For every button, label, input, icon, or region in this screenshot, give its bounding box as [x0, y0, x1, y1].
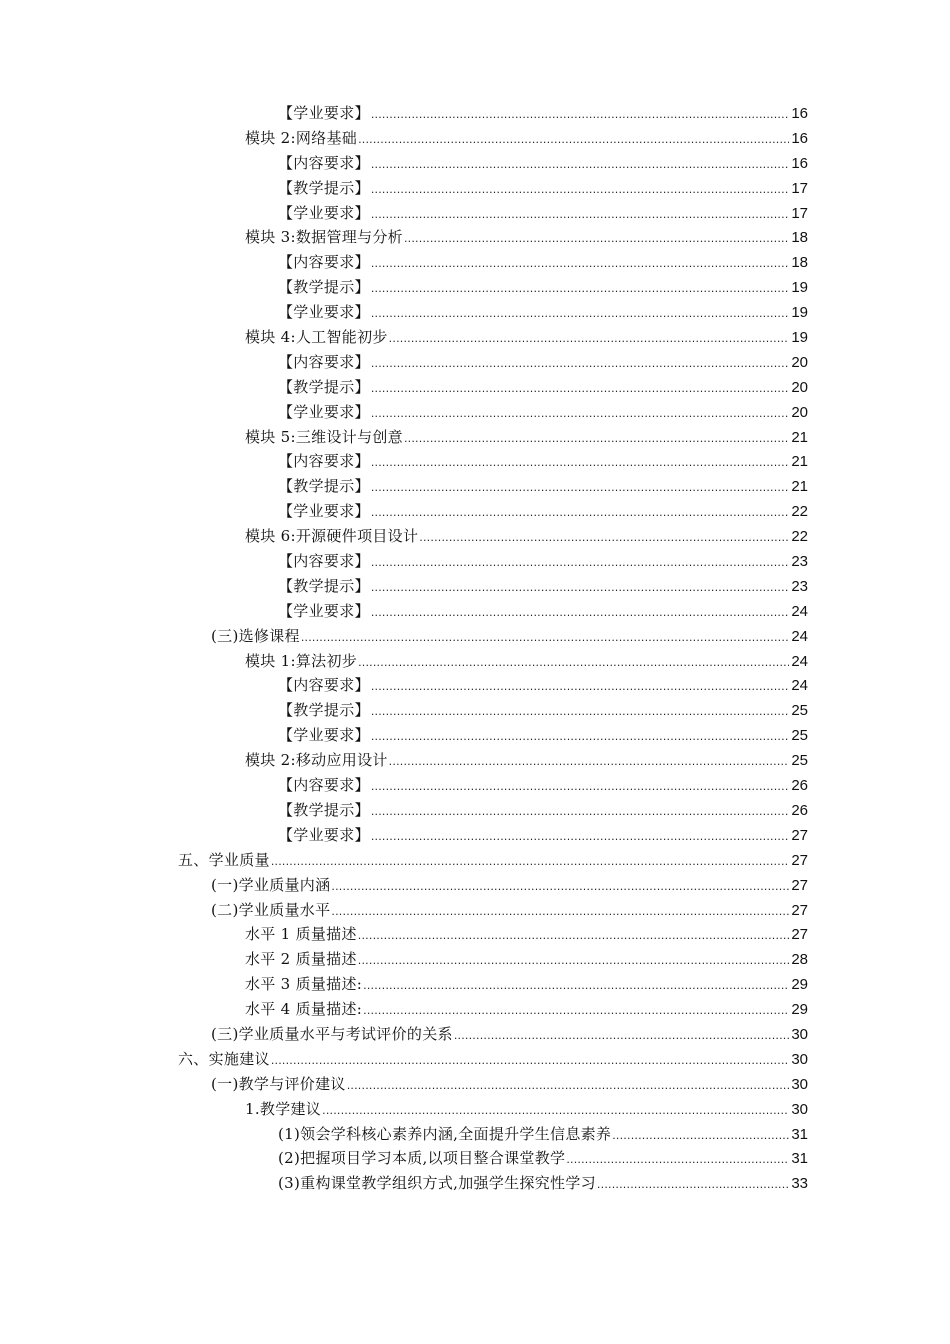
toc-entry-page-number: 18 [791, 254, 808, 272]
toc-entry[interactable] [0, 649, 950, 674]
toc-entry-title: (2)把握项目学习本质,以项目整合课堂教学 [278, 1149, 566, 1168]
dot-leader [371, 601, 789, 626]
toc-entry-page-number: 27 [791, 826, 808, 844]
dot-leader [612, 1124, 789, 1149]
toc-entry[interactable] [0, 1171, 950, 1196]
dot-leader [371, 402, 789, 427]
toc-entry[interactable] [0, 225, 950, 250]
toc-entry-page-number: 27 [791, 901, 808, 919]
toc-entry-page-number: 26 [791, 777, 808, 795]
toc-entry[interactable] [0, 176, 950, 201]
toc-entry-title: 【学业要求】 [278, 402, 370, 421]
toc-entry-title: 【内容要求】 [278, 676, 370, 695]
dot-leader [371, 203, 789, 228]
toc-entry-page-number: 26 [791, 801, 808, 819]
toc-entry-title: 【内容要求】 [278, 776, 370, 795]
dot-leader [358, 924, 789, 949]
toc-entry[interactable] [0, 474, 950, 499]
dot-leader [358, 949, 789, 974]
toc-entry-title: 【学业要求】 [278, 825, 370, 844]
dot-leader [331, 900, 789, 925]
toc-entry-title: 水平 4 质量描述: [245, 1000, 363, 1019]
dot-leader [322, 1099, 789, 1124]
toc-entry[interactable] [0, 1122, 950, 1147]
dot-leader [371, 476, 789, 501]
toc-entry-title: 【内容要求】 [278, 552, 370, 571]
toc-entry-page-number: 22 [791, 528, 808, 546]
toc-entry[interactable] [0, 1022, 950, 1047]
toc-entry[interactable] [0, 748, 950, 773]
toc-entry-page-number: 25 [791, 702, 808, 720]
toc-entry-page-number: 16 [791, 154, 808, 172]
toc-entry[interactable] [0, 275, 950, 300]
toc-entry-title: (三)学业质量水平与考试评价的关系 [211, 1024, 453, 1043]
toc-entry[interactable] [0, 375, 950, 400]
toc-entry[interactable] [0, 947, 950, 972]
dot-leader [597, 1173, 789, 1198]
toc-entry[interactable] [0, 1047, 950, 1072]
dot-leader [371, 277, 789, 302]
toc-entry[interactable] [0, 997, 950, 1022]
toc-entry[interactable] [0, 499, 950, 524]
toc-entry-page-number: 21 [791, 428, 808, 446]
toc-entry-page-number: 33 [791, 1175, 808, 1193]
toc-entry-page-number: 21 [791, 453, 808, 471]
toc-entry[interactable] [0, 549, 950, 574]
toc-entry-page-number: 19 [791, 329, 808, 347]
toc-entry[interactable] [0, 848, 950, 873]
toc-entry[interactable] [0, 325, 950, 350]
toc-entry[interactable] [0, 673, 950, 698]
toc-entry-page-number: 20 [791, 403, 808, 421]
toc-entry-page-number: 25 [791, 752, 808, 770]
toc-entry[interactable] [0, 898, 950, 923]
dot-leader [371, 178, 789, 203]
toc-entry[interactable] [0, 1146, 950, 1171]
toc-entry-page-number: 24 [791, 627, 808, 645]
toc-entry-page-number: 22 [791, 503, 808, 521]
toc-entry-title: 【学业要求】 [278, 601, 370, 620]
dot-leader [566, 1148, 789, 1173]
dot-leader [271, 1049, 789, 1074]
toc-entry[interactable] [0, 1072, 950, 1097]
toc-entry[interactable] [0, 126, 950, 151]
toc-entry-page-number: 19 [791, 304, 808, 322]
toc-entry-page-number: 23 [791, 577, 808, 595]
toc-entry-page-number: 31 [791, 1125, 808, 1143]
toc-entry-title: 【学业要求】 [278, 104, 370, 122]
toc-entry-page-number: 30 [791, 1100, 808, 1118]
toc-entry[interactable] [0, 624, 950, 649]
dot-leader [363, 999, 789, 1024]
toc-entry-title: 【教学提示】 [278, 377, 370, 396]
dot-leader [371, 800, 789, 825]
toc-entry-title: (一)学业质量内涵 [211, 875, 331, 894]
toc-entry-title: 模块 2:移动应用设计 [245, 751, 388, 770]
toc-entry[interactable] [0, 524, 950, 549]
toc-entry-page-number: 30 [791, 1075, 808, 1093]
toc-entry-title: 【学业要求】 [278, 203, 370, 222]
toc-entry[interactable] [0, 823, 950, 848]
toc-entry-title: 【内容要求】 [278, 153, 370, 172]
dot-leader [371, 576, 789, 601]
toc-entry-title: 1.教学建议 [245, 1099, 322, 1118]
toc-entry-title: 模块 5:三维设计与创意 [245, 427, 403, 446]
toc-entry-page-number: 29 [791, 976, 808, 994]
toc-entry[interactable] [0, 972, 950, 997]
toc-entry-title: (1)领会学科核心素养内涵,全面提升学生信息素养 [278, 1124, 612, 1143]
dot-leader [358, 128, 789, 153]
toc-entry-title: 模块 4:人工智能初步 [245, 328, 388, 347]
toc-entry-title: 【学业要求】 [278, 726, 370, 745]
dot-leader [404, 427, 789, 452]
dot-leader [371, 825, 789, 850]
dot-leader [371, 551, 789, 576]
toc-entry-page-number: 23 [791, 553, 808, 571]
toc-entry[interactable] [0, 425, 950, 450]
dot-leader [371, 377, 789, 402]
toc-entry[interactable] [0, 922, 950, 947]
toc-entry-title: 【教学提示】 [278, 178, 370, 197]
dot-leader [371, 675, 789, 700]
dot-leader [363, 974, 789, 999]
toc-entry-title: 水平 1 质量描述 [245, 925, 357, 944]
dot-leader [404, 227, 789, 252]
toc-entry[interactable] [0, 151, 950, 176]
toc-entry-title: 【教学提示】 [278, 477, 370, 496]
toc-entry-page-number: 27 [791, 926, 808, 944]
toc-entry[interactable] [0, 574, 950, 599]
toc-entry-page-number: 29 [791, 1001, 808, 1019]
toc-entry[interactable] [0, 599, 950, 624]
toc-entry-title: 【学业要求】 [278, 502, 370, 521]
dot-leader [371, 700, 789, 725]
toc-entry-title: 六、实施建议 [178, 1049, 270, 1068]
toc-entry-title: (二)学业质量水平 [211, 900, 331, 919]
toc-entry-title: (三)选修课程 [211, 626, 300, 645]
toc-entry-title: 模块 6:开源硬件项目设计 [245, 527, 419, 546]
toc-entry-page-number: 17 [791, 179, 808, 197]
toc-entry-page-number: 31 [791, 1150, 808, 1168]
dot-leader [371, 352, 789, 377]
toc-entry-title: 模块 2:网络基础 [245, 128, 358, 147]
toc-entry-page-number: 30 [791, 1050, 808, 1068]
toc-entry-title: (3)重构课堂教学组织方式,加强学生探究性学习 [278, 1174, 596, 1193]
toc-entry-title: 【教学提示】 [278, 576, 370, 595]
toc-entry-title: 五、学业质量 [178, 850, 270, 869]
dot-leader [371, 451, 789, 476]
toc-entry-page-number: 24 [791, 652, 808, 670]
dot-leader [371, 775, 789, 800]
dot-leader [331, 875, 789, 900]
toc-entry[interactable] [0, 400, 950, 425]
toc-entry-page-number: 19 [791, 279, 808, 297]
dot-leader [454, 1024, 789, 1049]
dot-leader [389, 327, 789, 352]
toc-entry-page-number: 30 [791, 1025, 808, 1043]
toc-entry-page-number: 27 [791, 876, 808, 894]
toc-entry-title: 【内容要求】 [278, 352, 370, 371]
toc-entry-page-number: 27 [791, 851, 808, 869]
toc-entry-page-number: 20 [791, 378, 808, 396]
table-of-contents [0, 101, 950, 1196]
dot-leader [371, 103, 789, 128]
toc-entry-page-number: 18 [791, 229, 808, 247]
dot-leader [371, 252, 789, 277]
toc-entry-page-number: 24 [791, 602, 808, 620]
toc-entry-page-number: 17 [791, 204, 808, 222]
toc-entry-title: 【教学提示】 [278, 800, 370, 819]
dot-leader [371, 501, 789, 526]
toc-entry-page-number: 25 [791, 727, 808, 745]
toc-entry-title: 水平 2 质量描述 [245, 950, 357, 969]
toc-entry-title: (一)教学与评价建议 [211, 1074, 346, 1093]
toc-entry-page-number: 21 [791, 478, 808, 496]
toc-entry[interactable] [0, 698, 950, 723]
toc-entry[interactable] [0, 250, 950, 275]
dot-leader [371, 302, 789, 327]
dot-leader [358, 651, 789, 676]
toc-entry[interactable] [0, 449, 950, 474]
toc-entry[interactable] [0, 201, 950, 226]
toc-entry[interactable] [0, 300, 950, 325]
dot-leader [301, 626, 789, 651]
toc-entry-page-number: 24 [791, 677, 808, 695]
toc-entry[interactable] [0, 723, 950, 748]
toc-entry-page-number: 16 [791, 129, 808, 147]
dot-leader [371, 153, 789, 178]
toc-entry-title: 模块 1:算法初步 [245, 651, 358, 670]
toc-entry[interactable] [0, 773, 950, 798]
toc-entry-title: 【教学提示】 [278, 701, 370, 720]
toc-entry-title: 模块 3:数据管理与分析 [245, 228, 403, 247]
dot-leader [389, 750, 789, 775]
toc-entry-page-number: 28 [791, 951, 808, 969]
toc-entry-title: 【学业要求】 [278, 303, 370, 322]
dot-leader [347, 1074, 789, 1099]
toc-entry[interactable] [0, 798, 950, 823]
toc-entry-page-number: 16 [791, 105, 808, 122]
toc-entry-title: 【内容要求】 [278, 253, 370, 272]
dot-leader [419, 526, 789, 551]
toc-entry-title: 水平 3 质量描述: [245, 975, 363, 994]
toc-entry[interactable] [0, 101, 950, 126]
toc-entry-title: 【内容要求】 [278, 452, 370, 471]
toc-entry-title: 【教学提示】 [278, 278, 370, 297]
toc-entry-page-number: 20 [791, 353, 808, 371]
dot-leader [371, 725, 789, 750]
toc-entry[interactable] [0, 350, 950, 375]
toc-entry[interactable] [0, 873, 950, 898]
toc-entry[interactable] [0, 1097, 950, 1122]
dot-leader [271, 850, 789, 875]
